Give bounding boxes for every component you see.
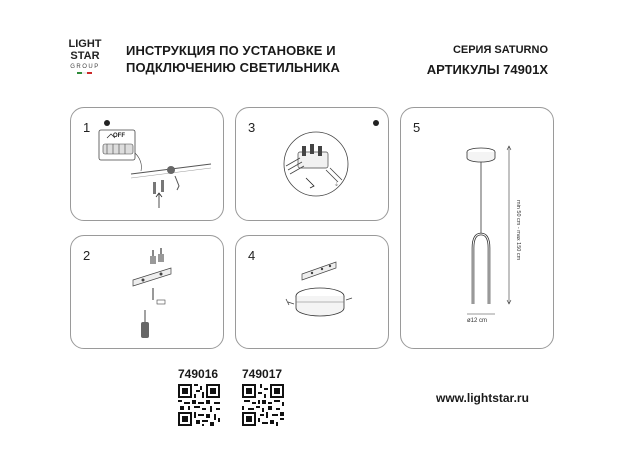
dowel-top-1 — [150, 256, 156, 264]
step-1-number: 1 — [83, 120, 91, 135]
qr-code-749016-icon — [178, 384, 220, 426]
pendant-canopy-icon — [467, 152, 495, 162]
instruction-title — [126, 42, 340, 76]
articles-label: АРТИКУЛЫ 74901X — [426, 62, 548, 77]
washer-icon — [157, 300, 165, 304]
step-2-illustration — [71, 236, 223, 348]
step-3-marker-icon — [373, 120, 379, 126]
logo-line2: STAR — [70, 50, 100, 62]
logo-line3: GROUP — [70, 64, 100, 70]
mounting-bracket-icon — [133, 268, 171, 286]
qr-code-749017-icon — [242, 384, 284, 426]
step-3-illustration — [236, 108, 388, 220]
dowel-1-icon — [153, 182, 156, 194]
height-label: min 50 cm - max 150 cm — [515, 200, 521, 261]
screw-icon — [175, 176, 179, 190]
logo-line1: LIGHT — [68, 38, 102, 50]
ceiling-hole-icon — [167, 166, 175, 174]
step-1-marker-icon — [104, 120, 110, 126]
terminal-screw-2 — [310, 144, 314, 154]
series-block — [424, 42, 548, 78]
terminal-screw-1 — [302, 146, 306, 156]
step-1-panel — [70, 107, 224, 221]
logo-mark — [64, 34, 106, 80]
flag-green — [77, 72, 82, 74]
step-5-illustration — [401, 108, 553, 348]
step-4-number: 4 — [248, 248, 256, 263]
dowel-top-2 — [158, 254, 164, 262]
u-shaped-lamp-icon — [473, 234, 489, 304]
series-label: СЕРИЯ SATURNO — [452, 44, 548, 56]
step-3-panel — [235, 107, 389, 221]
step-5-number: 5 — [413, 120, 421, 135]
diameter-label: ø12 cm — [467, 318, 488, 324]
title-line1: ИНСТРУКЦИЯ ПО УСТАНОВКЕ И — [126, 43, 336, 58]
terminal-screw-3 — [318, 146, 322, 156]
article-749016-code: 749016 — [178, 367, 219, 381]
screwdriver-handle-icon — [141, 322, 149, 338]
flag-red — [87, 72, 92, 74]
canopy-body-icon — [296, 296, 344, 316]
step-5-panel — [400, 107, 554, 349]
step-1-illustration — [71, 108, 223, 220]
step-2-number: 2 — [83, 248, 91, 263]
ground-symbol-icon: ⏚ — [334, 182, 340, 188]
step-3-number: 3 — [248, 120, 256, 135]
step-4-illustration — [236, 236, 388, 348]
side-screw-icon — [286, 299, 294, 305]
dowel-2-icon — [161, 180, 164, 192]
website-link[interactable]: www.lightstar.ru — [436, 391, 529, 405]
terminal-block-icon — [103, 144, 133, 154]
lightstar-logo — [64, 34, 106, 80]
bracket-icon — [302, 262, 336, 280]
title-line2: ПОДКЛЮЧЕНИЮ СВЕТИЛЬНИКА — [126, 60, 340, 75]
off-label: OFF — [113, 133, 125, 139]
step-2-panel — [70, 235, 224, 349]
flag-white — [82, 72, 87, 74]
article-749017-code: 749017 — [242, 367, 283, 381]
step-4-panel — [235, 235, 389, 349]
